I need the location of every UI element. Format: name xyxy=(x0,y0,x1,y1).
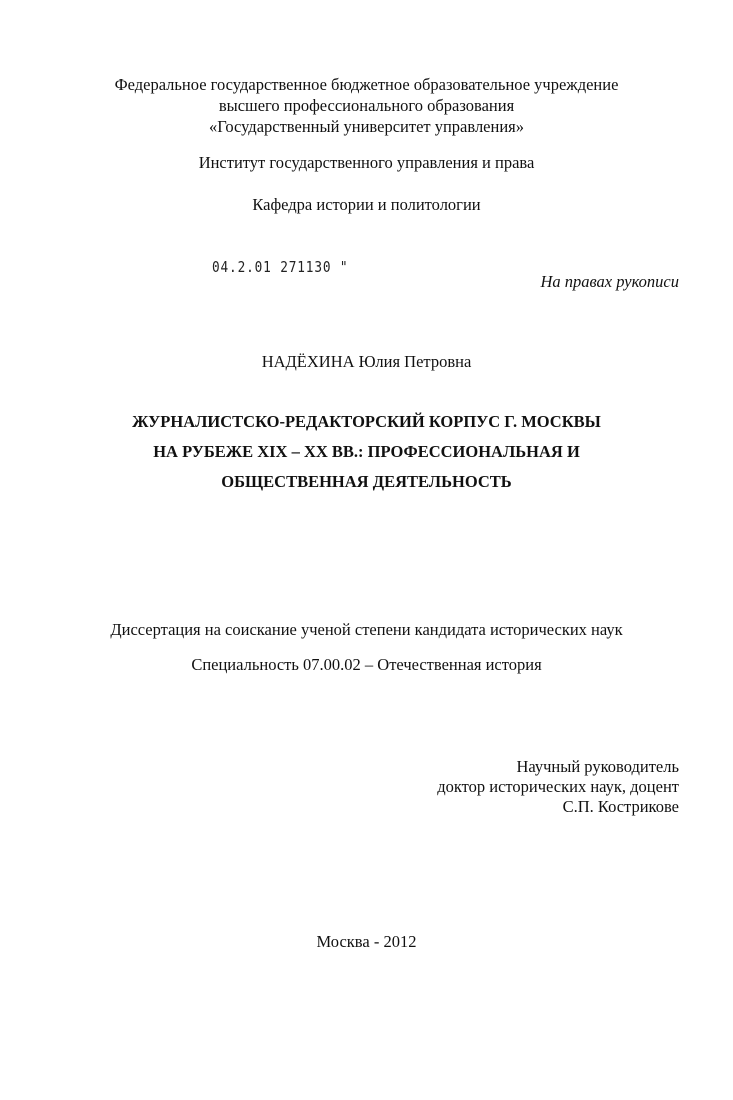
organization-line-1: Федеральное государственное бюджетное образовательное учреждение xyxy=(114,75,619,94)
city-year: Москва - 2012 xyxy=(316,932,417,951)
dissertation-title-line-3: ОБЩЕСТВЕННАЯ ДЕЯТЕЛЬНОСТЬ xyxy=(221,472,512,491)
degree-statement: Диссертация на соискание ученой степени кандидата исторических наук xyxy=(110,620,623,639)
institute-name: Институт государственного управления и права xyxy=(198,153,535,172)
dissertation-title-line-2: НА РУБЕЖЕ XIX – XX ВВ.: ПРОФЕССИОНАЛЬНАЯ И xyxy=(153,442,580,461)
manuscript-note: На правах рукописи xyxy=(540,272,679,291)
specialty: Специальность 07.00.02 – Отечественная история xyxy=(191,655,542,674)
organization-line-2: высшего профессионального образования xyxy=(218,96,515,115)
advisor-label: Научный руководитель xyxy=(516,757,679,776)
department-name: Кафедра истории и политологии xyxy=(252,195,481,214)
advisor-name: С.П. Кострикове xyxy=(562,797,679,816)
library-stamp-number: 04.2.01 271130 " xyxy=(212,258,349,276)
advisor-credentials: доктор исторических наук, доцент xyxy=(437,777,679,796)
author-name: НАДЁХИНА Юлия Петровна xyxy=(261,352,472,371)
dissertation-title-line-1: ЖУРНАЛИСТСКО-РЕДАКТОРСКИЙ КОРПУС Г. МОСКВЫ xyxy=(132,412,601,431)
organization-line-3: «Государственный университет управления» xyxy=(208,117,525,136)
